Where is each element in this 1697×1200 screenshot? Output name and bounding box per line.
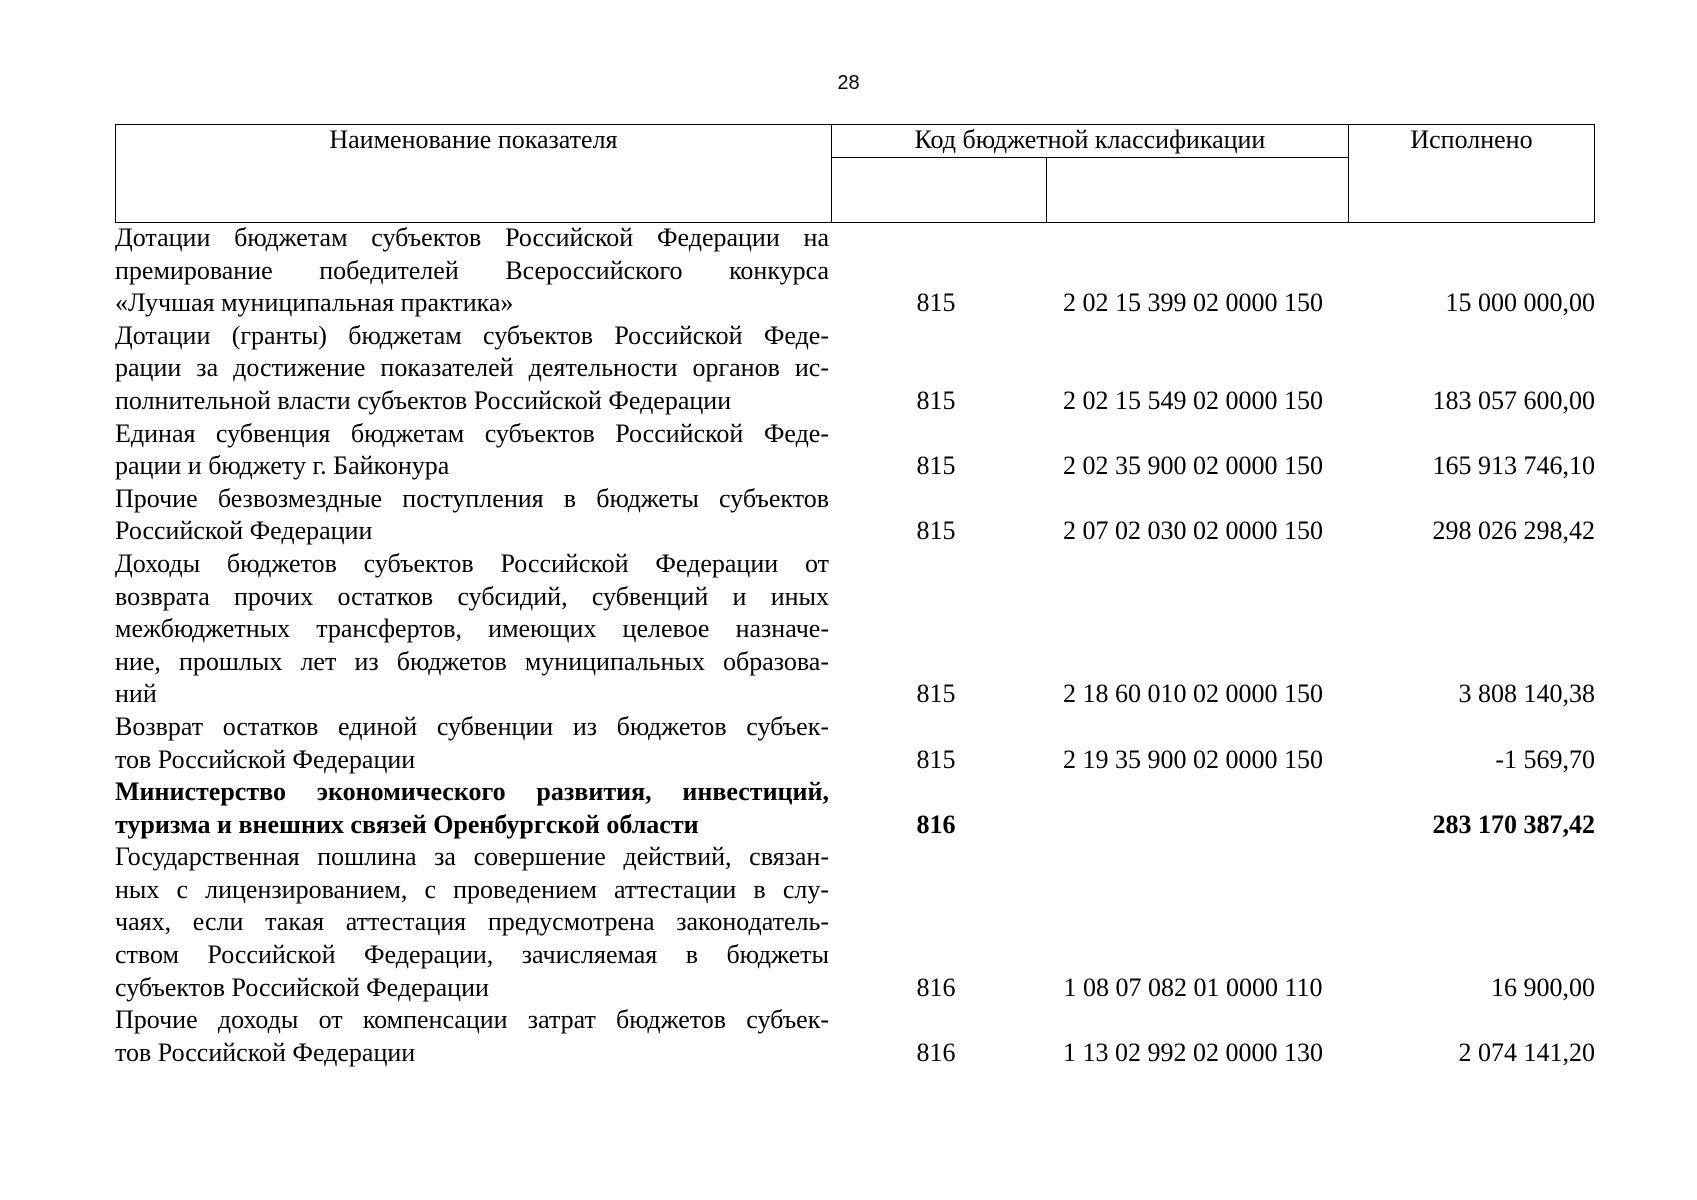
row-budget-code: 1 08 07 082 01 0000 110 <box>1063 972 1323 1002</box>
table-row <box>115 776 1595 841</box>
row-admin-code: 815 <box>916 679 956 709</box>
table-row <box>115 548 1595 711</box>
row-name-line: ством Российской Федерации, зачисляемая в бюджеты <box>115 940 829 970</box>
row-name-line: премирование победителей Всероссийского конкурса <box>115 255 829 285</box>
row-amount: 298 026 298,42 <box>1432 516 1595 546</box>
row-name <box>115 548 829 711</box>
row-name-line: Государственная пошлина за совершение действий, связан- <box>115 842 829 872</box>
table-row <box>115 1004 1595 1069</box>
row-budget-code: 2 02 15 399 02 0000 150 <box>1063 288 1323 318</box>
row-name-line: Министерство экономического развития, инвестиций, <box>115 777 829 807</box>
table-body <box>115 222 1595 1069</box>
row-name <box>115 841 829 1004</box>
table-row <box>115 711 1595 776</box>
row-name-line: тов Российской Федерации <box>115 1037 416 1067</box>
header-executed: Исполнено <box>1410 125 1533 154</box>
row-name-line: Возврат остатков единой субвенции из бюджетов субъек- <box>115 711 829 741</box>
row-name-line: субъектов Российской Федерации <box>115 972 489 1002</box>
row-name-line: ных с лицензированием, с проведением аттестации в слу- <box>115 874 829 904</box>
row-name <box>115 776 829 841</box>
row-name-line: «Лучшая муниципальная практика» <box>115 288 514 318</box>
table-row <box>115 841 1595 1004</box>
row-name-line: межбюджетных трансфертов, имеющих целевое назначе- <box>115 614 829 644</box>
row-name-line: ний <box>115 679 157 709</box>
row-name-line: Единая субвенция бюджетам субъектов Российской Феде- <box>115 418 829 448</box>
row-budget-code: 2 18 60 010 02 0000 150 <box>1063 679 1323 709</box>
table-row <box>115 483 1595 548</box>
row-name-line: Прочие доходы от компенсации затрат бюджетов субъек- <box>115 1005 829 1035</box>
row-name <box>115 418 829 483</box>
row-admin-code: 816 <box>916 972 956 1002</box>
row-name-line: рации и бюджету г. Байконура <box>115 451 450 481</box>
row-admin-code: 815 <box>916 451 956 481</box>
row-admin-code: 815 <box>916 288 956 318</box>
row-budget-code: 2 07 02 030 02 0000 150 <box>1063 516 1323 546</box>
row-admin-code: 816 <box>916 1037 956 1067</box>
row-name-line: полнительной власти субъектов Российской Федерации <box>115 385 732 415</box>
row-budget-code: 2 02 35 900 02 0000 150 <box>1063 451 1323 481</box>
row-amount: 283 170 387,42 <box>1432 809 1595 839</box>
row-admin-code: 815 <box>916 385 956 415</box>
row-amount: 15 000 000,00 <box>1445 288 1595 318</box>
row-name <box>115 222 829 320</box>
header-admin-subcell <box>831 158 1046 223</box>
table-row <box>115 320 1595 418</box>
header-code: Код бюджетной классификации <box>914 125 1266 154</box>
table-header <box>115 124 1595 223</box>
row-amount: 16 900,00 <box>1491 972 1595 1002</box>
header-name-cell <box>116 125 832 223</box>
row-name-line: ние, прошлых лет из бюджетов муниципальных образова- <box>115 646 829 676</box>
row-name-line: возврата прочих остатков субсидий, субвенций и иных <box>115 581 829 611</box>
row-name-line: туризма и внешних связей Оренбургской области <box>115 809 699 839</box>
row-name <box>115 1004 829 1069</box>
row-name <box>115 320 829 418</box>
page-number: 28 <box>837 72 860 94</box>
row-budget-code: 1 13 02 992 02 0000 130 <box>1063 1037 1323 1067</box>
row-amount: 2 074 141,20 <box>1458 1037 1595 1067</box>
table-row <box>115 418 1595 483</box>
row-name-line: Прочие безвозмездные поступления в бюджеты субъектов <box>115 483 829 513</box>
row-admin-code: 815 <box>916 744 956 774</box>
row-amount: 165 913 746,10 <box>1432 451 1595 481</box>
row-name-line: Российской Федерации <box>115 516 373 546</box>
header-code-cell <box>831 125 1348 158</box>
row-budget-code: 2 02 15 549 02 0000 150 <box>1063 385 1323 415</box>
row-admin-code: 816 <box>916 809 956 839</box>
row-amount: 183 057 600,00 <box>1432 385 1595 415</box>
row-name-line: тов Российской Федерации <box>115 744 416 774</box>
row-name-line: чаях, если такая аттестация предусмотрена законодатель- <box>115 907 829 937</box>
table-row <box>115 222 1595 320</box>
row-name-line: Дотации (гранты) бюджетам субъектов Российской Феде- <box>115 320 829 350</box>
row-name <box>115 483 829 548</box>
row-name-line: Дотации бюджетам субъектов Российской Федерации на <box>115 223 829 252</box>
row-admin-code: 815 <box>916 516 956 546</box>
row-amount: -1 569,70 <box>1495 744 1595 774</box>
header-executed-cell <box>1348 125 1594 223</box>
header-name: Наименование показателя <box>329 125 618 154</box>
header-code-subcell <box>1046 158 1348 223</box>
row-name-line: рации за достижение показателей деятельности органов ис- <box>115 353 829 383</box>
row-budget-code: 2 19 35 900 02 0000 150 <box>1063 744 1323 774</box>
row-name-line: Доходы бюджетов субъектов Российской Федерации от <box>115 548 829 578</box>
row-name <box>115 711 829 776</box>
row-amount: 3 808 140,38 <box>1458 679 1595 709</box>
